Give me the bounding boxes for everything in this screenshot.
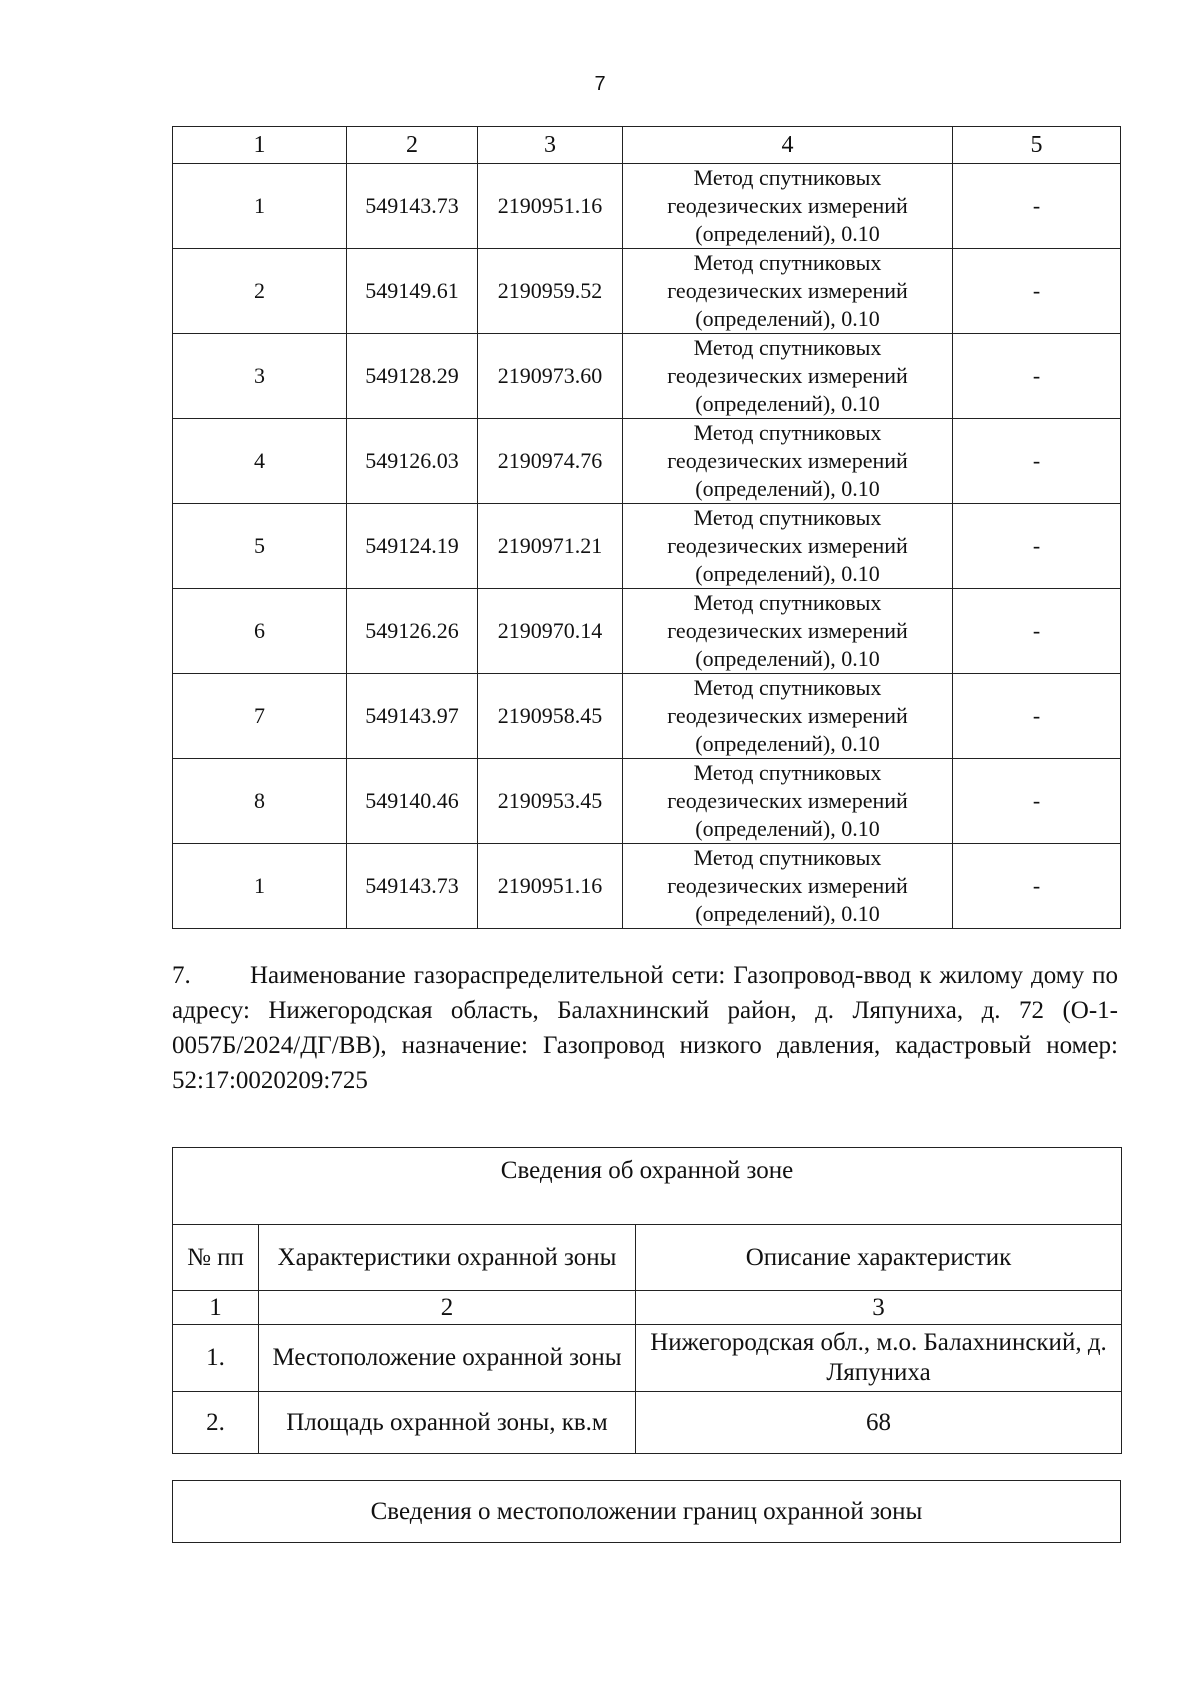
- table-row: [173, 1392, 1122, 1454]
- method-line: Метод спутниковых: [693, 335, 882, 360]
- row-number: 1.: [173, 1325, 259, 1392]
- method-line: геодезических измерений: [667, 278, 908, 303]
- protection-zone-table: [172, 1147, 1122, 1454]
- method-cell: [623, 504, 953, 589]
- row-number: 2.: [173, 1392, 259, 1454]
- method-line: Метод спутниковых: [693, 590, 882, 615]
- method-line: геодезических измерений: [667, 363, 908, 388]
- boundaries-table: [172, 1480, 1121, 1543]
- point-number: 1: [173, 164, 347, 249]
- point-number: 4: [173, 419, 347, 504]
- method-cell: [623, 334, 953, 419]
- table-row: [173, 334, 1121, 419]
- table-row: [173, 419, 1121, 504]
- method-line: (определений), 0.10: [695, 221, 880, 246]
- coordinate-x: 549143.73: [347, 164, 478, 249]
- boundaries-table-title: Сведения о местоположении границ охранной зоны: [173, 1481, 1121, 1543]
- method-line: (определений), 0.10: [695, 646, 880, 671]
- method-line: Метод спутниковых: [693, 250, 882, 275]
- row-description: Нижегородская обл., м.о. Балахнинский, д. Ляпуниха: [636, 1325, 1122, 1392]
- method-line: Метод спутниковых: [693, 420, 882, 445]
- coordinate-y: 2190953.45: [478, 759, 623, 844]
- point-number: 2: [173, 249, 347, 334]
- table-row: [173, 589, 1121, 674]
- header-cell: 1: [173, 127, 347, 164]
- coordinate-x: 549126.03: [347, 419, 478, 504]
- table-row: [173, 674, 1121, 759]
- coordinate-y: 2190971.21: [478, 504, 623, 589]
- method-line: (определений), 0.10: [695, 816, 880, 841]
- method-line: геодезических измерений: [667, 618, 908, 643]
- method-line: геодезических измерений: [667, 788, 908, 813]
- method-cell: [623, 589, 953, 674]
- method-line: геодезических измерений: [667, 703, 908, 728]
- method-line: (определений), 0.10: [695, 476, 880, 501]
- description-cell: -: [953, 844, 1121, 929]
- description-cell: -: [953, 249, 1121, 334]
- method-line: Метод спутниковых: [693, 845, 882, 870]
- row-description: 68: [636, 1392, 1122, 1454]
- table-row: [173, 249, 1121, 334]
- method-line: Метод спутниковых: [693, 760, 882, 785]
- method-cell: [623, 419, 953, 504]
- method-cell: [623, 759, 953, 844]
- coordinates-header-row: [173, 127, 1121, 164]
- description-cell: -: [953, 504, 1121, 589]
- description-cell: -: [953, 334, 1121, 419]
- row-characteristic: Местоположение охранной зоны: [259, 1325, 636, 1392]
- point-number: 3: [173, 334, 347, 419]
- coordinate-x: 549126.26: [347, 589, 478, 674]
- method-line: Метод спутниковых: [693, 675, 882, 700]
- coordinate-y: 2190951.16: [478, 844, 623, 929]
- table-row: [173, 1325, 1122, 1392]
- method-line: (определений), 0.10: [695, 731, 880, 756]
- method-cell: [623, 164, 953, 249]
- method-line: геодезических измерений: [667, 448, 908, 473]
- point-number: 5: [173, 504, 347, 589]
- section-text: Наименование газораспределительной сети: Газопровод-ввод к жилому дому по адресу: Нижегородская область, Балахнинский район, д. Ляпуниха, д. 72 (О-1-0057Б/2024/ДГ/ВВ), назначение: Газопровод низкого давления, кадастровый номер: 52:17:0020209:725: [172, 962, 1118, 1094]
- coordinate-y: 2190959.52: [478, 249, 623, 334]
- coordinate-x: 549143.97: [347, 674, 478, 759]
- header-cell: 3: [478, 127, 623, 164]
- table-row: [173, 759, 1121, 844]
- coordinate-y: 2190973.60: [478, 334, 623, 419]
- method-line: Метод спутниковых: [693, 165, 882, 190]
- coordinate-y: 2190951.16: [478, 164, 623, 249]
- coordinate-x: 549149.61: [347, 249, 478, 334]
- description-cell: -: [953, 419, 1121, 504]
- coordinate-y: 2190958.45: [478, 674, 623, 759]
- method-line: (определений), 0.10: [695, 561, 880, 586]
- page-number: 7: [594, 73, 606, 95]
- coordinate-x: 549143.73: [347, 844, 478, 929]
- section-number: 7.: [172, 962, 191, 989]
- description-cell: -: [953, 589, 1121, 674]
- coordinates-table: [172, 126, 1121, 929]
- method-line: геодезических измерений: [667, 533, 908, 558]
- col-header-number: № пп: [173, 1225, 259, 1291]
- method-line: (определений), 0.10: [695, 306, 880, 331]
- table-row: [173, 504, 1121, 589]
- row-characteristic: Площадь охранной зоны, кв.м: [259, 1392, 636, 1454]
- description-cell: -: [953, 674, 1121, 759]
- header-cell: 4: [623, 127, 953, 164]
- method-cell: [623, 844, 953, 929]
- col-number: 2: [259, 1291, 636, 1325]
- col-number: 1: [173, 1291, 259, 1325]
- coordinate-x: 549128.29: [347, 334, 478, 419]
- point-number: 7: [173, 674, 347, 759]
- section-paragraph: [172, 958, 1118, 1098]
- method-line: геодезических измерений: [667, 873, 908, 898]
- coordinate-y: 2190970.14: [478, 589, 623, 674]
- point-number: 8: [173, 759, 347, 844]
- coordinate-y: 2190974.76: [478, 419, 623, 504]
- zone-table-title: Сведения об охранной зоне: [173, 1148, 1122, 1225]
- description-cell: -: [953, 164, 1121, 249]
- table-row: [173, 164, 1121, 249]
- method-cell: [623, 674, 953, 759]
- col-header-description: Описание характеристик: [636, 1225, 1122, 1291]
- coordinate-x: 549124.19: [347, 504, 478, 589]
- description-cell: -: [953, 759, 1121, 844]
- table-row: [173, 844, 1121, 929]
- point-number: 1: [173, 844, 347, 929]
- col-header-characteristic: Характеристики охранной зоны: [259, 1225, 636, 1291]
- method-line: Метод спутниковых: [693, 505, 882, 530]
- point-number: 6: [173, 589, 347, 674]
- header-cell: 2: [347, 127, 478, 164]
- method-line: (определений), 0.10: [695, 391, 880, 416]
- header-cell: 5: [953, 127, 1121, 164]
- coordinate-x: 549140.46: [347, 759, 478, 844]
- method-line: геодезических измерений: [667, 193, 908, 218]
- col-number: 3: [636, 1291, 1122, 1325]
- method-line: (определений), 0.10: [695, 901, 880, 926]
- method-cell: [623, 249, 953, 334]
